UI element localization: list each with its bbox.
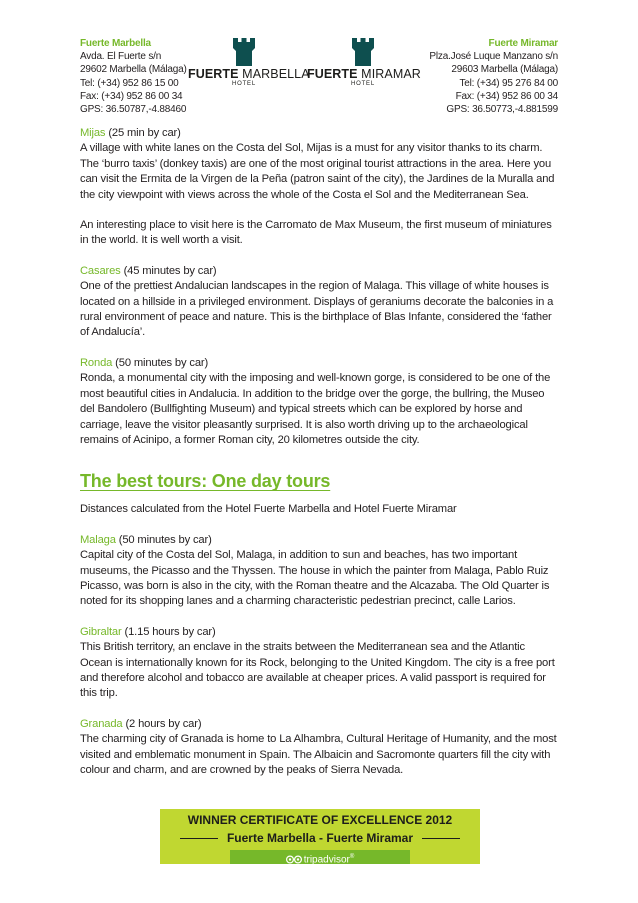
fuerte-miramar-address xyxy=(408,37,558,116)
address-gps: GPS: 36.50787,-4.88460 xyxy=(80,104,187,116)
fuerte-miramar-logo xyxy=(307,36,419,87)
excursion-heading: Ronda (50 minutes by car) xyxy=(80,356,209,369)
logo-subtitle: HOTEL xyxy=(350,81,375,87)
tour-text: This British territory, an enclave in the straits between the Mediterranean sea and the Atlantic Ocean is internationally known for its Rock, belonging to the United Kingdom. The city is a free port and therefore alcohol and tobacco are available at cheaper prices. A valid passport is required for this trip. xyxy=(80,641,555,700)
address-line: 29603 Marbella (Málaga) xyxy=(451,64,558,76)
tripadvisor-wordmark: tripadvisor xyxy=(303,854,350,866)
excursion-heading: Mijas (25 min by car) xyxy=(80,127,181,139)
address-hotel-name: Fuerte Miramar xyxy=(488,38,558,49)
excursion-heading: Casares (45 minutes by car) xyxy=(80,264,217,277)
castle-tower-icon xyxy=(231,36,257,66)
award-hotels: Fuerte Marbella - Fuerte Miramar xyxy=(226,831,414,845)
tour-heading: Malaga (50 minutes by car) xyxy=(80,533,212,546)
excursion-text: One of the prettiest Andalucian landscapes in the region of Malaga. This village of white houses is located on a hillside in a privileged environment. Displays of geraniums decorate the balconies in a rural environment of peace and nature. This is the birthplace of Blas Infante, considered the ‘father of Andalucía’. xyxy=(80,280,554,339)
logo-wordmark: FUERTE MARBELLA xyxy=(188,67,310,81)
castle-tower-icon xyxy=(350,36,376,66)
tour-heading: Gibraltar (1.15 hours by car) xyxy=(80,625,216,638)
address-line: 29602 Marbella (Málaga) xyxy=(80,64,187,76)
tour-text: Capital city of the Costa del Sol, Malaga, in addition to sun and beaches, has two important museums, the Picasso and the Thyssen. The house in which the painter from Malaga, Pablo Ruiz Picasso, was born is also in the city, with the Roman theatre and the Alcazaba. The Old Quarter is noted for its shopping lanes and a charming characteristic pedestrian precinct, calle Larios. xyxy=(80,549,550,608)
divider xyxy=(422,838,460,839)
address-gps: GPS: 36.50773,-4.881599 xyxy=(446,104,558,116)
owl-eyes-icon xyxy=(286,855,302,864)
logo-wordmark: FUERTE MIRAMAR xyxy=(307,67,421,81)
tours-intro: Distances calculated from the Hotel Fuerte Marbella and Hotel Fuerte Miramar xyxy=(80,503,457,516)
address-phone: Tel: (+34) 952 86 15 00 xyxy=(80,77,179,89)
excursion-text: A village with white lanes on the Costa del Sol, Mijas is a must for any visitor thanks to its charm. The ‘burro taxis’ (donkey taxis) are one of the most original tourist attractions in the area. Here you can visit the Ermita de la Virgen de la Peña (patron saint of the city), the Jardines de la Muralla and the city viewpoint with views across the whole of the Costa el Sol and the Mediterranean Sea. xyxy=(80,142,555,201)
address-fax: Fax: (+34) 952 86 00 34 xyxy=(455,90,558,102)
excursion-text: An interesting place to visit here is the Carromato de Max Museum, the first museum of miniatures in the world. It is well worth a visit. xyxy=(80,219,552,247)
address-fax: Fax: (+34) 952 86 00 34 xyxy=(80,90,183,102)
address-phone: Tel: (+34) 95 276 84 00 xyxy=(459,77,558,89)
award-title: WINNER CERTIFICATE OF EXCELLENCE 2012 xyxy=(187,813,453,827)
section-title: The best tours: One day tours xyxy=(80,471,331,492)
tour-heading: Granada (2 hours by car) xyxy=(80,717,202,730)
tour-text: The charming city of Granada is home to La Alhambra, Cultural Heritage of Humanity, and the most visited and emblematic monument in Spain. The Albaicin and Sacromonte quarters fill the city with colour and charm, and are crowned by the peaks of Sierra Nevada. xyxy=(80,733,557,776)
fuerte-marbella-logo xyxy=(188,36,310,87)
address-line: Plza.José Luque Manzano s/n xyxy=(429,51,558,63)
tripadvisor-badge xyxy=(230,850,410,864)
divider xyxy=(180,838,218,839)
address-hotel-name: Fuerte Marbella xyxy=(80,38,151,49)
document-body xyxy=(80,126,560,778)
address-line: Avda. El Fuerte s/n xyxy=(80,51,162,63)
excursion-text: Ronda, a monumental city with the imposing and well-known gorge, is considered to be one of the most beautiful cities in Andalucia. In addition to the bridge over the gorge, the bullring, the Museo del Bandolero (Bullfighting Museum) and typical streets which can be explored by horse and carriage, leave the visitor pleasantly surprised. It is also worth driving up to the archaeological remains of Acinipo, a former Roman city, 20 kilometres outside the city. xyxy=(80,372,551,446)
award-banner xyxy=(160,809,480,864)
registered-mark: ® xyxy=(349,854,355,860)
logo-subtitle: HOTEL xyxy=(231,81,256,87)
